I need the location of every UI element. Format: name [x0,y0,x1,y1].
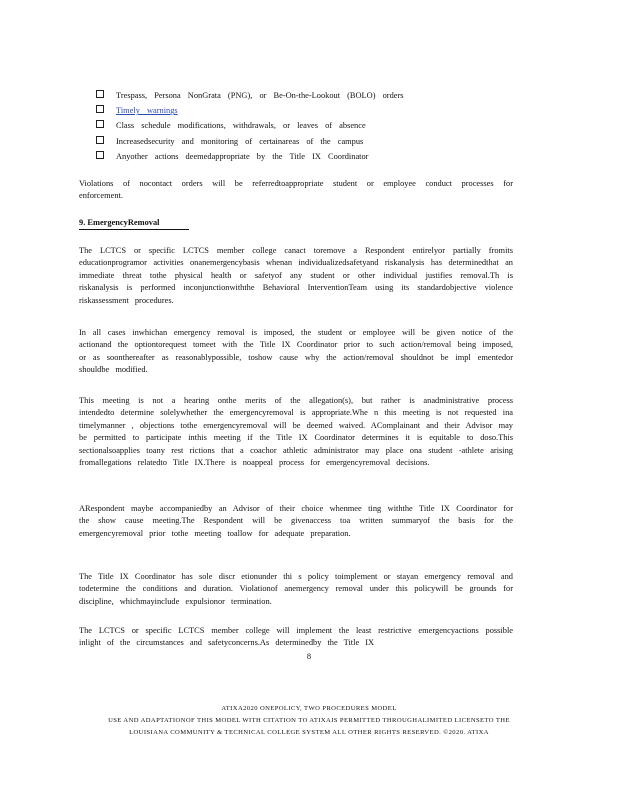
page-number: 8 [306,652,312,661]
checkbox-bullet-icon [96,120,104,128]
body-paragraph: This meeting is not a hearing onthe merits of the allegation(s), but rather is anadministrative process intendedto determine solelywhether the emergencyremoval is appropriate.Whe n this meeting is not requested ina timelymanner , objections tothe emergencyremoval will be deemed waived. AComplainant and their Advisor may be permitted to participate inthis meeting if the Title IX Coordinator determines it is equitable to doso.This sectionalsoapplies toany rest rictions that a coachor athletic administrator may place ona student -athlete arising fromallegations relatedto Title IX.There is noappeal process for emergencyremoval decisions. [79,396,513,468]
checkbox-bullet-icon [96,105,104,113]
footer-line: LOUISIANA COMMUNITY & TECHNICAL COLLEGE SYSTEM ALL OTHER RIGHTS RESERVED. ©2020. ATIXA [129,728,489,736]
list-item-text: Anyother actions deemedappropriate by the Title IX Coordinator [116,151,369,161]
footer-line: ATIXA2020 ONEPOLICY, TWO PROCEDURES MODEL [221,705,397,712]
list-item [96,151,476,166]
body-paragraph: The LCTCS or specific LCTCS member college will implement the least restrictive emergencyactions possible inlight of the circumstances and safetyconcerns.As determinedby the Title IX [79,626,513,648]
body-paragraph: ARespondent maybe accompaniedby an Advisor of their choice whenmee ting withthe Title IX Coordinator for the show cause meeting.The Respondent will be givenaccess toa written summaryof the basis for the emergencyremoval prior tothe meeting toallow for adequate preparation. [79,504,513,538]
body-paragraph: In all cases inwhichan emergency removal is imposed, the student or employee will be given notice of the actionand the optiontorequest tomeet with the Title IX Coordinator prior to such action/removal being imposed, or as soonthereafter as reasonablypossible, toshow cause why the action/removal shouldnot be impl ementedor shouldbe modified. [79,328,513,375]
list-item [96,90,476,105]
section-heading: 9. EmergencyRemoval [79,217,189,230]
checkbox-bullet-icon [96,151,104,159]
page-footer [80,703,538,738]
body-paragraph: The Title IX Coordinator has sole discr etionunder thi s policy toimplement or stayan emergency removal and todetermine the conditions and duration. Violationof anemergency removal under this policywill be grounds for discipline, whichmayinclude expulsionor termination. [79,572,513,606]
list-item-text: Trespass, Persona NonGrata (PNG), or Be-On-the-Lookout (BOLO) orders [116,91,404,100]
list-item [96,120,476,135]
list-item-text: Increasedsecurity and monitoring of certainareas of the campus [116,136,364,146]
footer-line: USE AND ADAPTATIONOF THIS MODEL WITH CITATION TO ATIXAIS PERMITTED THROUGHALIMITED LICENSETO THE [108,716,510,724]
body-paragraph: The LCTCS or specific LCTCS member college canact toremove a Respondent entirelyor partially fromits educationprogramor activities onanemergencybasis whenan individualizedsafetyand riskanalysis has determinedthat an immediate threat tothe physical health or safetyof any student or other individual justifies removal.Th is riskanalysis is performed inconjunctionwiththe Behavioral InterventionTeam using its standardobjective violence riskassessment procedures. [79,246,513,305]
checkbox-bullet-icon [96,136,104,144]
violations-paragraph: Violations of nocontact orders will be referredtoappropriate student or employee conduct processes for enforcement. [79,179,513,201]
list-item [96,105,476,120]
timely-warnings-link[interactable]: Timely warnings [116,106,178,116]
list-item-text: Class schedule modifications, withdrawals, or leaves of absence [116,121,366,131]
list-item [96,136,476,151]
checkbox-bullet-icon [96,90,104,98]
sanction-bullet-list [96,90,476,166]
